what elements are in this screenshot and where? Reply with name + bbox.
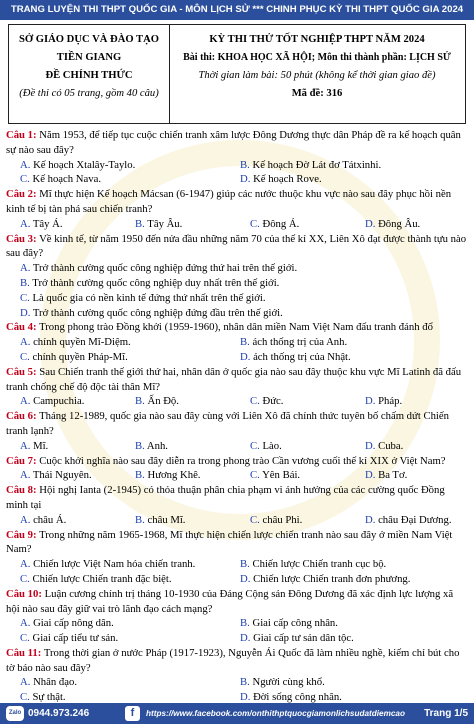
- option-c[interactable]: C. chính quyền Pháp-Mĩ.: [20, 350, 128, 363]
- option-b[interactable]: B. Kế hoạch Đờ Lát đơ Tátxinhi.: [240, 158, 382, 171]
- option-a[interactable]: A. Mĩ.: [20, 439, 49, 452]
- question-11: Câu 11: Trong thời gian ở nước Pháp (1917-1923), Nguyễn Ái Quốc đã làm nhiều nghề, kiếm chỉ bút cho tờ báo nào sau đây?: [6, 646, 460, 674]
- option-c[interactable]: C. Đức.: [250, 395, 284, 408]
- phone-number[interactable]: 0944.973.246: [28, 708, 90, 719]
- option-b[interactable]: B. Anh.: [135, 439, 168, 452]
- question-7: Câu 7: Cuộc khởi nghĩa nào sau đây diễn ra trong phong trào Cần vương cuối thế kỉ XIX ở Việt Nam?: [6, 454, 446, 467]
- option-d[interactable]: D. Trở thành cường quốc công nghiệp đứng đầu trên thế giới.: [20, 306, 283, 319]
- question-3: Câu 3: Về kinh tế, từ năm 1950 đến nửa đầu những năm 70 của thế kỉ XX, Liên Xô đạt được thành tựu nào sau đây?: [6, 232, 467, 260]
- option-b[interactable]: B. Trở thành cường quốc công nghiệp duy nhất trên thế giới.: [20, 276, 280, 289]
- option-c[interactable]: C. Yên Bái.: [250, 469, 301, 482]
- option-a[interactable]: A. Thái Nguyên.: [20, 469, 92, 482]
- option-b[interactable]: B. Giai cấp công nhân.: [240, 617, 338, 630]
- question-10-options: [6, 616, 468, 631]
- option-a[interactable]: A. Chiến lược Việt Nam hóa chiến tranh.: [20, 558, 196, 571]
- question-9: Câu 9: Trong những năm 1965-1968, Mĩ thực hiện chiến lược chiến tranh nào sau đây ở miền Nam Việt Nam?: [6, 528, 453, 556]
- option-d[interactable]: D. Pháp.: [365, 395, 403, 408]
- option-c[interactable]: C. Lào.: [250, 439, 282, 452]
- question-9-options: [6, 557, 468, 572]
- option-d[interactable]: D. Cuba.: [365, 439, 404, 452]
- question-2-options: [6, 217, 468, 232]
- option-d[interactable]: D. Chiến lược Chiến tranh đơn phương.: [240, 572, 411, 585]
- question-11-options: [6, 675, 468, 690]
- option-a[interactable]: A. Tây Á.: [20, 217, 63, 230]
- option-c[interactable]: C. Kế hoạch Nava.: [20, 173, 102, 186]
- option-a[interactable]: A. chính quyền Mĩ-Diệm.: [20, 336, 131, 349]
- question-5: Câu 5: Sau Chiến tranh thế giới thứ hai, nhân dân ở quốc gia nào sau đây thuộc khu vực Mĩ Latinh đã đấu tranh chống chế độ độc tài thân Mĩ?: [6, 365, 462, 393]
- question-7-options: [6, 468, 468, 483]
- official-label: ĐỀ CHÍNH THỨC: [45, 70, 133, 81]
- option-b[interactable]: B. Tây Âu.: [135, 217, 183, 230]
- facebook-icon[interactable]: f: [125, 706, 140, 721]
- option-b[interactable]: B. Hương Khê.: [135, 469, 201, 482]
- option-d[interactable]: D. Đông Âu.: [365, 217, 421, 230]
- question-1: Câu 1: Năm 1953, để tiếp tục cuộc chiến tranh xâm lược Đông Dương thực dân Pháp đề ra kế hoạch quân sự nào sau đây?: [6, 129, 461, 156]
- option-a[interactable]: A. Campuchia.: [20, 395, 85, 408]
- question-8: Câu 8: Hội nghị Ianta (2-1945) có thỏa thuận phân chia phạm vi ảnh hưởng của các cường quốc Đồng minh tại: [6, 484, 445, 511]
- question-8-options: [6, 513, 468, 528]
- exam-subject: Bài thi: KHOA HỌC XÃ HỘI; Môn thi thành phần: LỊCH SỬ: [183, 52, 451, 63]
- option-d[interactable]: D. ách thống trị của Nhật.: [240, 350, 351, 363]
- page-count-note: (Đề thi có 05 trang, gồm 40 câu): [19, 88, 159, 99]
- question-5-options: [6, 394, 468, 409]
- exam-title: KỲ THI THỬ TỐT NGHIỆP THPT NĂM 2024: [209, 34, 425, 45]
- option-a[interactable]: A. châu Á.: [20, 513, 67, 526]
- question-2: Câu 2: Mĩ thực hiện Kế hoạch Mácsan (6-1947) giúp các nước thuộc khu vực nào sau đây phục hồi nền kinh tế bị tàn phá sau chiến tranh?: [6, 188, 452, 215]
- option-c[interactable]: C. châu Phi.: [250, 513, 303, 526]
- option-d[interactable]: D. Kế hoạch Rove.: [240, 173, 322, 186]
- top-banner: TRANG LUYỆN THI THPT QUỐC GIA - MÔN LỊCH SỬ *** CHINH PHỤC KỲ THI THPT QUỐC GIA 2024: [0, 0, 474, 20]
- question-4-options: [6, 335, 468, 350]
- question-6-options: [6, 439, 468, 454]
- option-b[interactable]: B. Người cùng khổ.: [240, 676, 325, 689]
- question-list: [6, 128, 468, 705]
- option-c[interactable]: C. Đông Á.: [250, 217, 300, 230]
- option-c[interactable]: C. Chiến lược Chiến tranh đặc biệt.: [20, 572, 172, 585]
- option-d[interactable]: D. Ba Tơ.: [365, 469, 408, 482]
- option-b[interactable]: B. Chiến lược Chiến tranh cục bộ.: [240, 558, 387, 571]
- option-d[interactable]: D. Đời sống công nhân.: [240, 691, 342, 704]
- option-b[interactable]: B. châu Mĩ.: [135, 513, 186, 526]
- exam-duration: Thời gian làm bài: 50 phút (không kể thời gian giao đề): [198, 70, 436, 81]
- question-10-options-2: [6, 631, 468, 646]
- question-4: Câu 4: Trong phong trào Đồng khởi (1959-1960), nhân dân miền Nam Việt Nam đấu tranh đánh đổ: [6, 321, 433, 334]
- question-1-options-2: [6, 172, 468, 187]
- question-10: Câu 10: Luận cương chính trị tháng 10-1930 của Đảng Cộng sản Đông Dương đã xác định lực lượng xã hội nào sau đây giữ vai trò lãnh đạo cách mạng?: [6, 587, 454, 615]
- page-number: Trang 1/5: [424, 708, 468, 719]
- footer-bar: [0, 703, 474, 724]
- province-name: TIỀN GIANG: [56, 52, 122, 63]
- option-a[interactable]: A. Trở thành cường quốc công nghiệp đứng thứ hai trên thế giới.: [20, 262, 298, 275]
- dept-name: SỞ GIÁO DỤC VÀ ĐÀO TẠO: [19, 34, 159, 45]
- exam-header: [8, 24, 466, 124]
- option-b[interactable]: B. Ấn Độ.: [135, 395, 179, 408]
- option-c[interactable]: C. Là quốc gia có nền kinh tế đứng thứ nhất trên thế giới.: [20, 291, 266, 304]
- header-right: [169, 25, 465, 123]
- zalo-icon[interactable]: Zalo: [6, 706, 24, 721]
- question-1-options: [6, 158, 468, 173]
- option-c[interactable]: C. Giai cấp tiểu tư sản.: [20, 632, 119, 645]
- exam-code: Mã đề: 316: [291, 88, 343, 99]
- question-6: Câu 6: Tháng 12-1989, quốc gia nào sau đây cùng với Liên Xô đã chính thức tuyên bố chấm dứt Chiến tranh lạnh?: [6, 410, 449, 437]
- question-4-options-2: [6, 350, 468, 365]
- option-b[interactable]: B. ách thống trị của Anh.: [240, 336, 348, 349]
- header-left: [9, 25, 170, 123]
- facebook-link[interactable]: https://www.facebook.com/onthithptquocgiamonlichsudatdiemcao: [146, 709, 405, 718]
- option-d[interactable]: D. châu Đại Dương.: [365, 513, 452, 526]
- question-9-options-2: [6, 572, 468, 587]
- option-a[interactable]: A. Giai cấp nông dân.: [20, 617, 114, 630]
- option-c[interactable]: C. Sự thật.: [20, 691, 66, 704]
- option-d[interactable]: D. Giai cấp tư sản dân tộc.: [240, 632, 354, 645]
- option-a[interactable]: A. Nhân đạo.: [20, 676, 77, 689]
- option-a[interactable]: A. Kế hoạch Xtalây-Taylo.: [20, 158, 136, 171]
